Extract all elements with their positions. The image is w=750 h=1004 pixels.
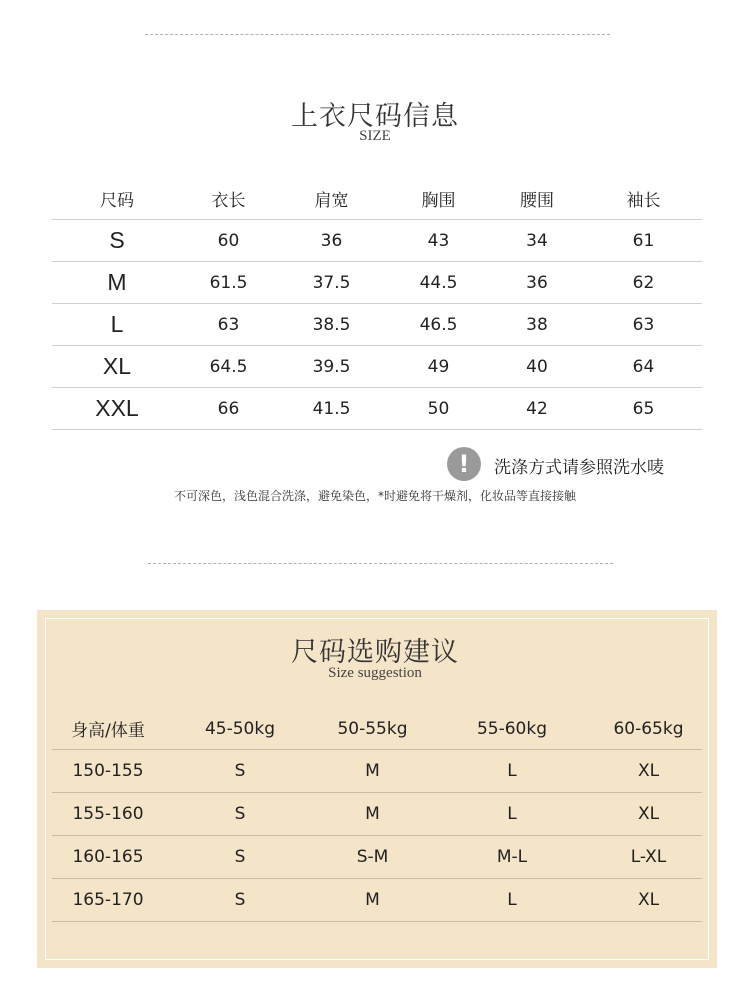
size-suggestion-cell: S [164,836,316,879]
exclamation-icon: ! [447,447,481,481]
height-cell: 155-160 [52,793,164,836]
table-row [52,750,702,793]
middle-divider [148,563,613,564]
sleeve-cell: 61 [585,220,702,262]
care-instructions: 不可深色，浅色混合洗涤，避免染色，*时避免将干燥剂，化妆品等直接接触 [173,489,576,503]
size-cell: L [52,304,182,346]
shoulder-cell: 41.5 [275,388,388,430]
waist-cell: 34 [489,220,585,262]
size-cell: XL [52,346,182,388]
height-cell: 150-155 [52,750,164,793]
length-cell: 66 [182,388,275,430]
table-row [52,879,702,922]
table-row [52,304,702,346]
chest-cell: 44.5 [388,262,489,304]
sleeve-cell: 62 [585,262,702,304]
table-row [52,262,702,304]
shoulder-cell: 36 [275,220,388,262]
header-weight-55-60: 55-60kg [429,708,595,750]
chest-cell: 50 [388,388,489,430]
sleeve-cell: 63 [585,304,702,346]
header-weight-60-65: 60-65kg [595,708,702,750]
waist-cell: 36 [489,262,585,304]
size-suggestion-cell: M [316,879,429,922]
header-size: 尺码 [52,178,182,220]
header-waist: 腰围 [489,178,585,220]
size-suggestion-cell: S [164,793,316,836]
waist-cell: 40 [489,346,585,388]
size-info-title: 上衣尺码信息 [291,101,459,132]
suggestion-title: 尺码选购建议 [291,637,459,668]
sleeve-cell: 65 [585,388,702,430]
sleeve-cell: 64 [585,346,702,388]
shoulder-cell: 37.5 [275,262,388,304]
suggestion-subtitle: Size suggestion [328,665,422,681]
size-suggestion-cell: M-L [429,836,595,879]
header-sleeve: 袖长 [585,178,702,220]
waist-cell: 38 [489,304,585,346]
table-row [52,388,702,430]
length-cell: 64.5 [182,346,275,388]
header-shoulder: 肩宽 [275,178,388,220]
size-table-header [52,178,702,220]
size-suggestion-cell: M [316,750,429,793]
size-cell: M [52,262,182,304]
top-divider [145,34,610,35]
height-cell: 160-165 [52,836,164,879]
suggestion-table [52,708,702,922]
size-suggestion-cell: XL [595,750,702,793]
header-weight-50-55: 50-55kg [316,708,429,750]
size-suggestion-cell: L [429,793,595,836]
header-chest: 胸围 [388,178,489,220]
table-row [52,346,702,388]
size-suggestion-cell: M [316,793,429,836]
length-cell: 63 [182,304,275,346]
size-suggestion-cell: S-M [316,836,429,879]
table-row [52,793,702,836]
size-suggestion-cell: L [429,879,595,922]
size-suggestion-cell: L-XL [595,836,702,879]
table-row [52,220,702,262]
suggestion-table-header [52,708,702,750]
size-cell: XXL [52,388,182,430]
size-table [52,178,702,430]
length-cell: 61.5 [182,262,275,304]
chest-cell: 43 [388,220,489,262]
size-suggestion-cell: S [164,750,316,793]
header-weight-45-50: 45-50kg [164,708,316,750]
length-cell: 60 [182,220,275,262]
table-row [52,836,702,879]
size-suggestion-cell: L [429,750,595,793]
header-length: 衣长 [182,178,275,220]
height-cell: 165-170 [52,879,164,922]
size-suggestion-cell: XL [595,879,702,922]
size-suggestion-cell: XL [595,793,702,836]
size-suggestion-cell: S [164,879,316,922]
waist-cell: 42 [489,388,585,430]
shoulder-cell: 39.5 [275,346,388,388]
size-info-subtitle: SIZE [359,128,391,144]
size-cell: S [52,220,182,262]
shoulder-cell: 38.5 [275,304,388,346]
wash-notice: 洗涤方式请参照洗水唛 [494,458,664,478]
header-height-weight: 身高/体重 [52,708,164,750]
chest-cell: 46.5 [388,304,489,346]
chest-cell: 49 [388,346,489,388]
